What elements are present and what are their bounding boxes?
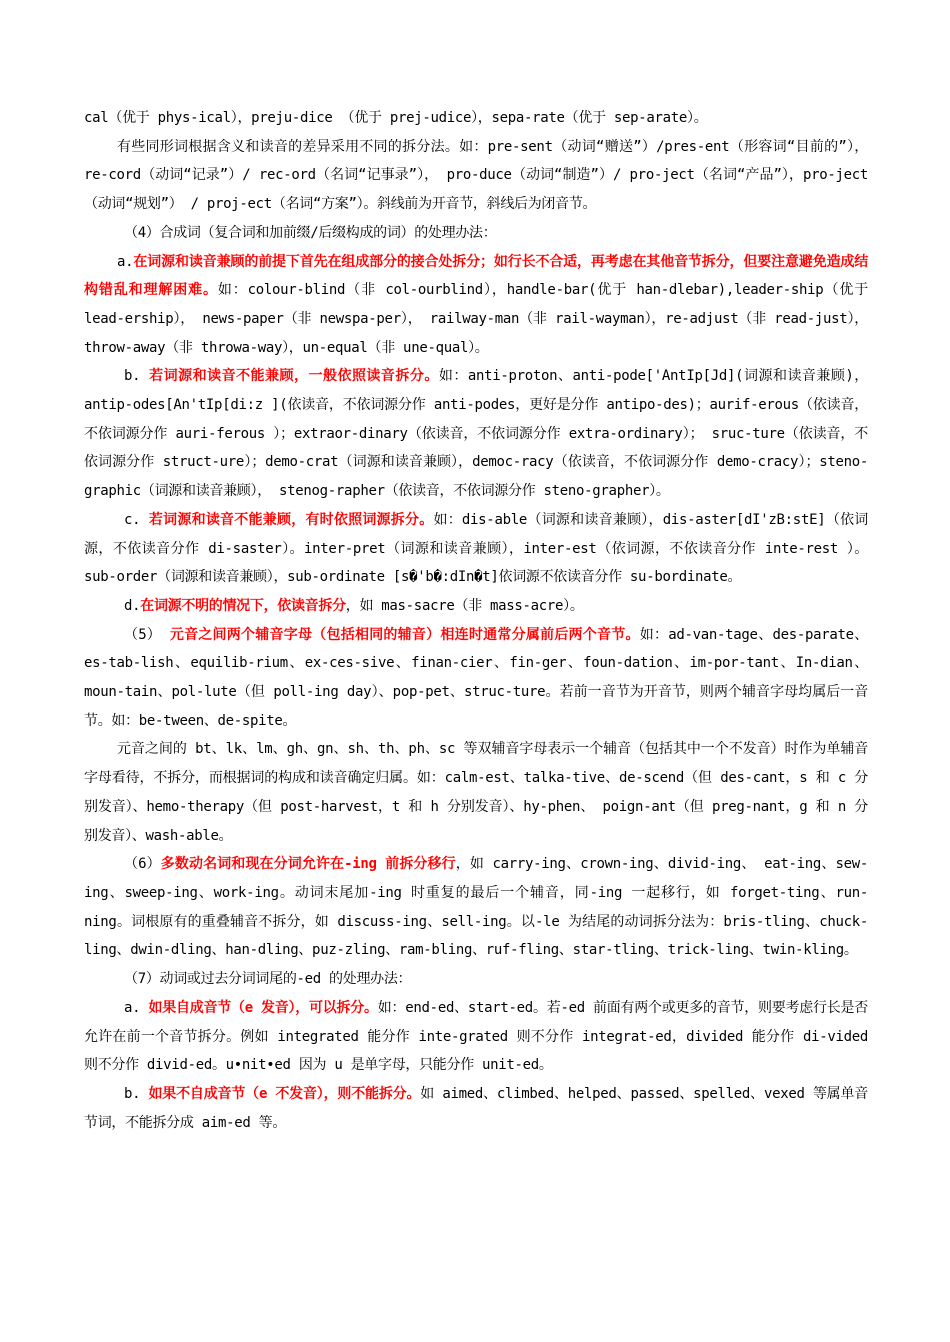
highlighted-rule: 在词源和读音兼顾的前提下首先在组成部分的接合处拆分；如行长不合适，再考虑在其他音节拆分，但要注意避免造成结构错乱和理解困难。 <box>84 253 868 299</box>
heading-text: （4）合成词（复合词和加前缀/后缀构成的词）的处理办法： <box>124 224 497 241</box>
paragraph-rule-4c <box>84 506 868 592</box>
paragraph-rule-7b <box>84 1080 868 1137</box>
paragraph-text: 如：dis-able（词源和读音兼顾），dis-aster[dI'zB:stE]（依词源，不依读音分作 di-saster）。inter-pret（词源和读音兼顾），inter-est（依词源，不依读音分作 inte-rest ）。sub-order（词源和读音兼顾），sub-ordinate [s�'b�:dIn�t]依词源不依读音分作 su-bordinate。 <box>84 511 869 586</box>
paragraph-homograph-splitting <box>84 133 868 219</box>
paragraph-text: 如：colour-blind（非 col-ourblind），handle-bar(优于 han-dlebar),leader-ship（优于 lead-ership）， news-paper（非 newspa-per）， railway-man（非 rail-wayman），re-adjust（非 read-just），throw-away（非 throwa-way），un-equal（非 une-qual）。 <box>84 282 868 356</box>
paragraph-rule-4b <box>84 362 868 506</box>
paragraph-double-consonants <box>84 735 868 850</box>
paragraph-rule-4d <box>84 592 868 621</box>
highlighted-rule: 若词源和读音不能兼顾，有时依照词源拆分。 <box>148 511 434 528</box>
highlighted-rule: 如果不自成音节（e 不发音），则不能拆分。 <box>148 1085 421 1102</box>
paragraph-rule-6 <box>84 850 868 965</box>
rule-label: （6） <box>124 856 161 873</box>
section-heading-4 <box>84 219 868 248</box>
paragraph-text: 有些同形词根据含义和读音的差异采用不同的拆分法。如：pre-sent（动词“赠送”）/pres-ent（形容词“目前的”）， re-cord（动词“记录”）/ rec-ord（名词“记事录”）， pro-duce（动词“制造”）/ pro-ject（名词“产品”），pro-ject（动词“规划”） / proj-ect（名词“方案”）。斜线前为开音节，斜线后为闭音节。 <box>84 138 868 213</box>
rule-label: b. <box>124 1085 149 1102</box>
paragraph-text: 如：end-ed、start-ed。若-ed 前面有两个或更多的音节，则要考虑行长是否允许在前一个音节拆分。例如 integrated 能分作 inte-grated 则不分作 integrat-ed，divided 能分作 di-vided 则不分作 divid-ed。u•nit•ed 因为 u 是单字母，只能分作 unit-ed。 <box>84 999 869 1074</box>
paragraph-text: 如：anti-proton、anti-pode['AntIp[Jd](词源和读音兼顾)，antip-odes[An'tIp[di:z ](依读音，不依词源分作 anti-podes，更好是分作 antipo-des)；aurif-erous（依读音，不依词源分作 auri-ferous ）；extraor-dinary（依读音，不依词源分作 extra-ordinary）； sruc-ture（依读音，不依词源分作 struct-ure）；demo-crat（词源和读音兼顾），democ-racy（依读音，不依词源分作 demo-cracy）；steno-graphic（词源和读音兼顾）， stenog-rapher（依读音，不依词源分作 steno-grapher）。 <box>84 368 868 500</box>
rule-label: a. <box>117 253 134 270</box>
highlighted-rule: 在词源不明的情况下，依读音拆分 <box>140 597 346 614</box>
highlighted-rule: 多数动名词和现在分词允许在-ing 前拆分移行 <box>160 856 456 873</box>
paragraph-rule-4a <box>84 248 868 363</box>
paragraph-text: cal（优于 phys-ical），preju-dice （优于 prej-udice），sepa-rate（优于 sep-arate）。 <box>84 110 708 126</box>
rule-label: c. <box>124 511 149 528</box>
rule-label: a. <box>124 999 149 1016</box>
section-heading-7 <box>84 965 868 994</box>
rule-label: b. <box>124 368 150 385</box>
highlighted-rule: 元音之间两个辅音字母（包括相同的辅音）相连时通常分属前后两个音节。 <box>169 626 640 643</box>
highlighted-rule: 若词源和读音不能兼顾，一般依照读音拆分。 <box>149 368 439 385</box>
paragraph-rule-7a <box>84 994 868 1080</box>
paragraph-text: 元音之间的 bt、lk、lm、gh、gn、sh、th、ph、sc 等双辅音字母表示一个辅音（包括其中一个不发音）时作为单辅音字母看待，不拆分，而根据词的构成和读音确定归属。如：calm-est、talka-tive、de-scend（但 des-cant，s 和 c 分别发音）、hemo-therapy（但 post-harvest，t 和 h 分别发音）、hy-phen、 poign-ant（但 preg-nant，g 和 n 分别发音）、wash-able。 <box>84 741 868 844</box>
rule-label: d. <box>124 597 141 614</box>
paragraph-text: ，如 mas-sacre（非 mass-acre）。 <box>345 597 584 614</box>
paragraph-text: 如：ad-van-tage、des-parate、es-tab-lish、equilib-rium、ex-ces-sive、finan-cier、fin-ger、foun-dation、im-por-tant、In-dian、moun-tain、pol-lute（但 poll-ing day）、pop-pet、struc-ture。若前一音节为开音节，则两个辅音字母均属后一音节。如：be-tween、de-spite。 <box>84 626 868 729</box>
highlighted-rule: 如果自成音节（e 发音），可以拆分。 <box>148 999 378 1016</box>
rule-label: （5） <box>124 626 170 643</box>
paragraph-rule-5 <box>84 621 868 736</box>
paragraph-text: 如 aimed、climbed、helped、passed、spelled、vexed 等属单音节词，不能拆分成 aim-ed 等。 <box>84 1085 868 1131</box>
paragraph-text: ，如 carry-ing、crown-ing、divid-ing、 eat-ing、sew-ing、sweep-ing、work-ing。动词末尾加-ing 时重复的最后一个辅音，同-ing 一起移行，如 forget-ting、run-ning。词根原有的重叠辅音不拆分，如 discuss-ing、sell-ing。以-le 为结尾的动词拆分法为：bris-tling、chuck-ling、dwin-dling、han-dling、puz-zling、ram-bling、ruf-fling、star-tling、trick-ling、twin-kling。 <box>84 856 869 959</box>
paragraph-continuation <box>84 104 868 133</box>
heading-text: （7）动词或过去分词词尾的-ed 的处理办法： <box>124 971 412 988</box>
document-page <box>84 104 868 1137</box>
